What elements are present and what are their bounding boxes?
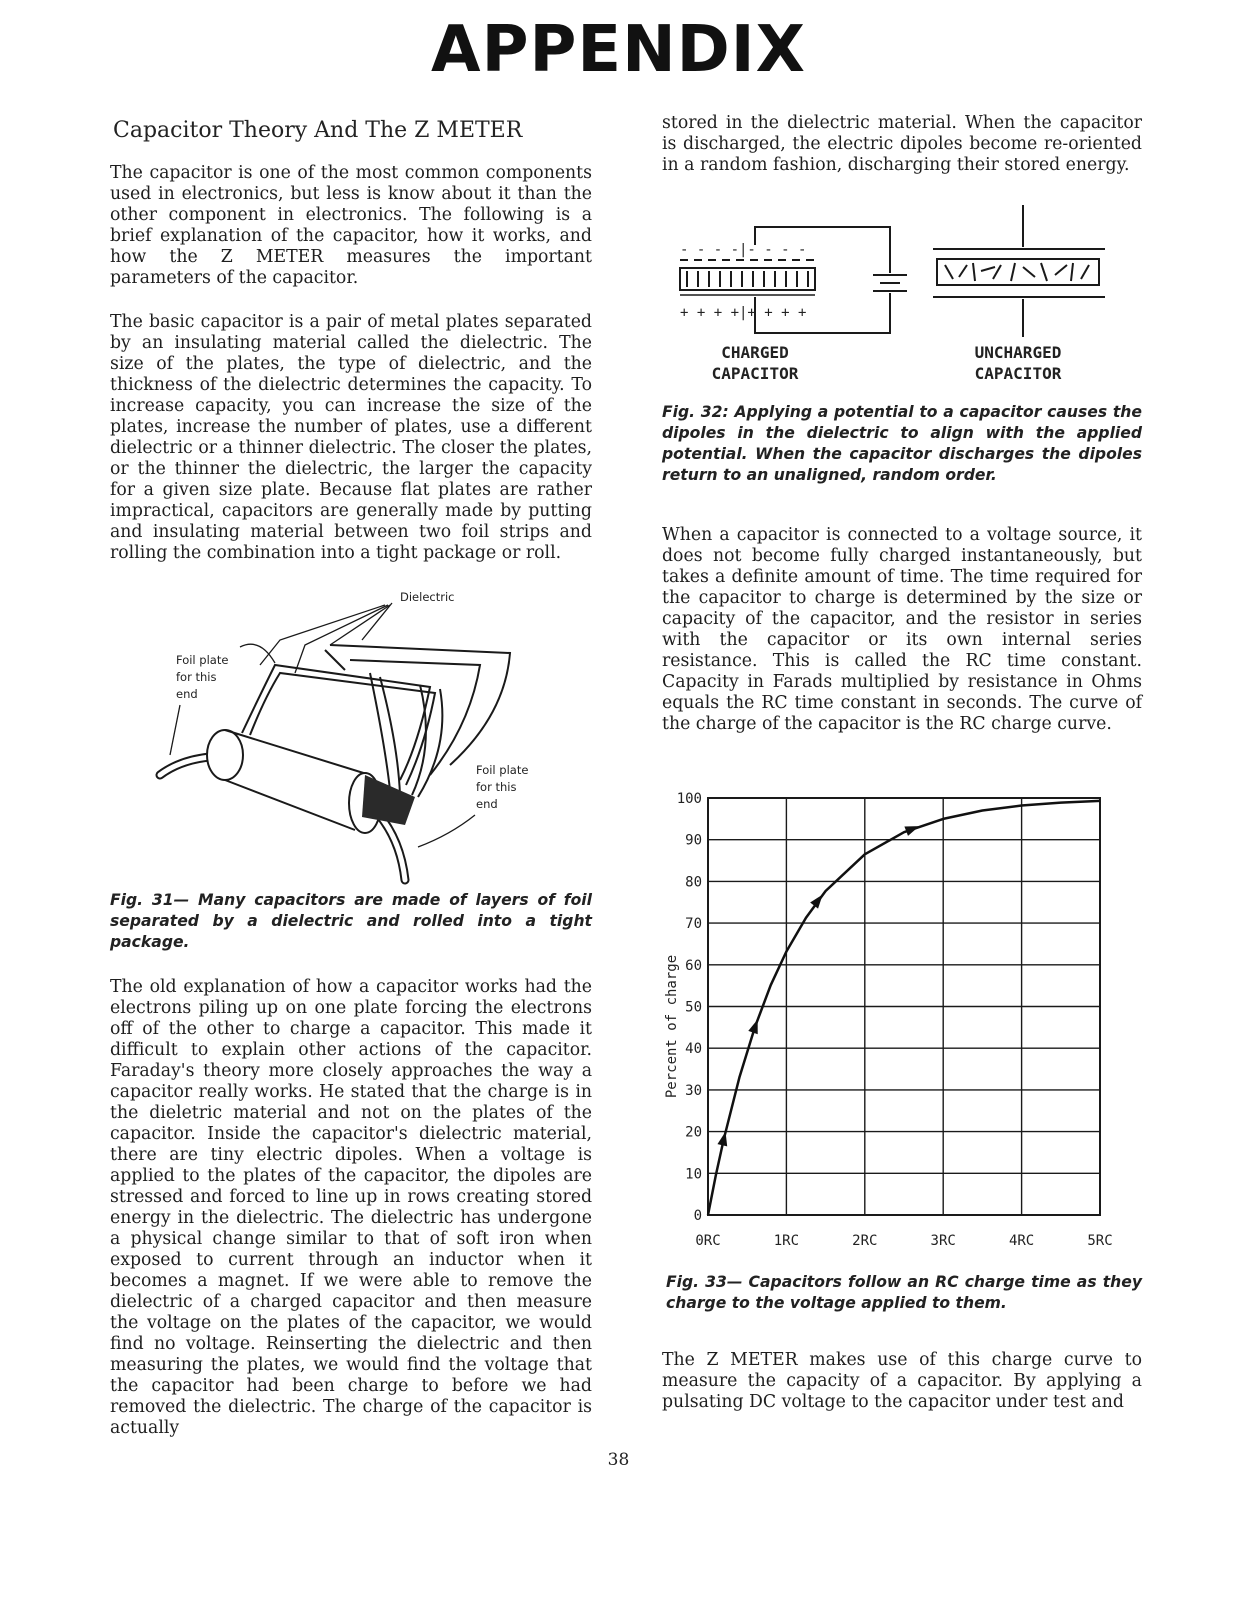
chart-grid [708, 798, 1100, 1215]
chart-y-tick-label: 20 [685, 1124, 702, 1141]
right-paragraph-3: The Z METER makes use of this charge curve to measure the capacity of a capacitor. By applying a pulsating DC voltage to the capacitor under test and [662, 1350, 1142, 1412]
chart-y-tick-label: 30 [685, 1082, 702, 1099]
fig31-label-foil-right [476, 762, 528, 813]
page-title: APPENDIX [431, 13, 806, 87]
right-paragraph-1: stored in the dielectric material. When the capacitor is discharged, the electric dipoles become re-oriented in a random fashion, discharging their stored energy. [662, 113, 1142, 175]
fig31-capacitor-roll-illustration [150, 585, 570, 885]
chart-x-tick-label: 2RC [852, 1233, 878, 1249]
right-paragraph-2: When a capacitor is connected to a voltage source, it does not become fully charged instantaneously, but takes a definite amount of time. The time required for the capacitor to charge is determined by the size or capacity of the capacitor, and the resistor in series with the capacitor or its own internal series resistance. This is called the RC time constant. Capacity in Farads multiplied by resistance in Ohms equals the RC time constant in seconds. The curve of the charge of the capacitor is the RC charge curve. [662, 525, 1142, 734]
page-number: 38 [607, 1450, 630, 1470]
chart-x-tick-label: 4RC [1008, 1233, 1035, 1249]
fig31-caption: Fig. 31— Many capacitors are made of layers of foil separated by a dielectric and rolled into a tight package. [110, 891, 592, 951]
fig31-foil-right-line3: end [476, 797, 498, 811]
chart-x-tick-label: 3RC [930, 1233, 956, 1249]
chart-charge-curve [708, 801, 1100, 1215]
chart-y-tick-label: 10 [685, 1166, 702, 1183]
fig31-foil-left-line2: for this [176, 670, 217, 684]
chart-y-tick-label: 60 [685, 957, 702, 974]
chart-direction-arrow [717, 1130, 730, 1146]
fig32-minus-row: - - - -|- - - - [680, 242, 807, 258]
chart-x-ticks [695, 1233, 1112, 1249]
left-paragraph-2: The basic capacitor is a pair of metal plates separated by an insulating material called the dielectric. The size of the plates, the type of dielectric, and the thickness of the dielectric determines the capacity. To increase capacity, you can increase the size of the plates, increase the number of plates, use a different dielectric or a thinner dielectric. The closer the plates, or the thinner the dielectric, the larger the capacity for a given size plate. Because flat plates are rather impractical, capacitors are generally made by putting and insulating material between two foil strips and rolling the combination into a tight package or roll. [110, 312, 592, 563]
chart-x-tick-label: 5RC [1087, 1233, 1113, 1249]
chart-y-tick-label: 70 [685, 916, 702, 933]
fig33-caption: Fig. 33— Capacitors follow an RC charge time as they charge to the voltage applied to them. [666, 1273, 1142, 1312]
fig33-rc-charge-chart [660, 780, 1130, 1260]
chart-y-tick-label: 40 [685, 1041, 702, 1058]
chart-direction-arrow [748, 1018, 762, 1035]
chart-x-tick-label: 1RC [773, 1233, 800, 1249]
chart-y-ticks [677, 791, 702, 1224]
chart-direction-arrow [904, 821, 921, 835]
chart-y-axis-label: Percent of charge [664, 954, 680, 1099]
chart-y-tick-label: 0 [693, 1208, 702, 1224]
fig32-uncharged-line2: CAPACITOR [974, 364, 1062, 383]
fig31-foil-left-line1: Foil plate [176, 653, 229, 667]
chart-y-tick-label: 50 [685, 999, 702, 1016]
chart-y-tick-label: 80 [685, 874, 702, 891]
fig32-plus-row: + + + +|+ + + + [680, 305, 807, 321]
chart-series [708, 801, 1100, 1215]
fig32-uncharged-line1: UNCHARGED [974, 343, 1062, 362]
chart-y-tick-label: 100 [676, 791, 702, 807]
fig31-label-foil-left [176, 652, 228, 703]
left-paragraph-1: The capacitor is one of the most common components used in electronics, but less is know about it than the other component in electronics. The following is a brief explanation of the capacitor, how it works, and how the Z METER measures the important parameters of the capacitor. [110, 163, 592, 288]
fig32-caption: Fig. 32: Applying a potential to a capacitor causes the dipoles in the dielectric to align with the applied potential. When the capacitor discharges the dipoles return to an unaligned, random order. [662, 403, 1142, 484]
section-heading: Capacitor Theory And The Z METER [113, 118, 523, 143]
chart-x-tick-label: 0RC [695, 1233, 721, 1249]
fig32-charged-line1: CHARGED [721, 343, 789, 362]
fig32-charged-line2: CAPACITOR [711, 364, 799, 383]
fig32-dipole-diagram [675, 205, 1115, 340]
fig31-label-dielectric: Dielectric [400, 590, 455, 604]
chart-y-tick-label: 90 [685, 832, 702, 849]
fig31-foil-right-line1: Foil plate [476, 763, 529, 777]
fig31-foil-right-line2: for this [476, 780, 517, 794]
left-paragraph-3: The old explanation of how a capacitor works had the electrons piling up on one plate forcing the electrons off of the other to charge a capacitor. This made it difficult to explain other actions of the capacitor. Faraday's theory more closely approaches the way a capacitor really works. He stated that the charge is in the dieletric material and not on the plates of the capacitor. Inside the capacitor's dielectric material, there are tiny electric dipoles. When a voltage is applied to the plates of the capacitor, the dipoles are stressed and forced to line up in rows creating stored energy in the dielectric. The dielectric has undergone a physical change similar to that of soft iron when exposed to current through an inductor when it becomes a magnet. If we were able to remove the dielectric of a charged capacitor and then measure the voltage on the plates of the capacitor, we would find no voltage. Reinserting the dielectric and then measuring the plates, we would find the voltage that the capacitor had been charge to before we had removed the dielectric. The charge of the capacitor is actually [110, 977, 592, 1438]
fig31-foil-left-line3: end [176, 687, 198, 701]
fig32-labels [700, 340, 1120, 385]
